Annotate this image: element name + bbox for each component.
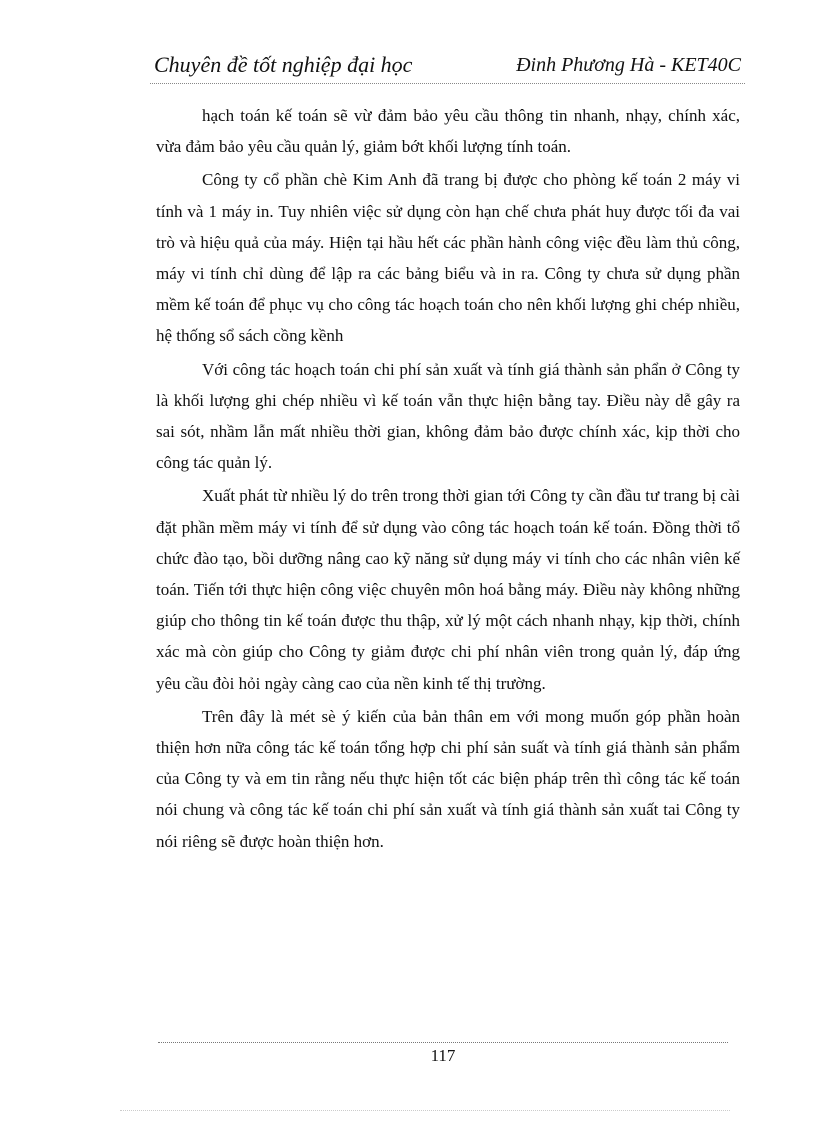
header-title: Chuyên đề tốt nghiệp đại học — [154, 52, 413, 77]
page-header — [150, 50, 745, 82]
bottom-divider — [120, 1110, 730, 1111]
header-divider — [150, 83, 745, 84]
page-number: 117 — [430, 1046, 456, 1065]
paragraph-4: Xuất phát từ nhiều lý do trên trong thời gian tới Công ty cần đầu tư trang bị cài đặt phần mềm máy vi tính để sử dụng vào công tác hoạch toán kế toán. Đồng thời tổ chức đào tạo, bồi dưỡng nâng cao kỹ năng sử dụng máy vi tính cho các nhân viên kế toán. Tiến tới thực hiện công việc chuyên môn hoá bằng máy. Điều này không những giúp cho thông tin kế toán được thu thập, xử lý một cách nhanh nhạy, kịp thời, chính xác mà còn giúp cho Công ty giảm được chi phí nhân viên trong quản lý, đáp ứng yêu cầu đòi hỏi ngày càng cao của nền kinh tế thị trường. — [156, 486, 740, 693]
paragraph-2: Công ty cổ phần chè Kim Anh đã trang bị được cho phòng kế toán 2 máy vi tính và 1 máy in. Tuy nhiên việc sử dụng còn hạn chế chưa phát huy được tối đa vai trò và hiệu quả của máy. Hiện tại hầu hết các phần hành công việc đều làm thủ công, máy vi tính chỉ dùng để lập ra các bảng biểu và in ra. Công ty chưa sử dụng phần mềm kế toán để phục vụ cho công tác hoạch toán cho nên khối lượng ghi chép nhiều, hệ thống sổ sách cồng kềnh — [156, 170, 740, 346]
paragraph-3: Với công tác hoạch toán chi phí sản xuất và tính giá thành sản phẩn ở Công ty là khối lượng ghi chép nhiều vì kế toán vẫn thực hiện bằng tay. Điều này dễ gây ra sai sót, nhầm lẫn mất nhiều thời gian, không đảm bảo được chính xác, kịp thời cho công tác quản lý. — [156, 359, 740, 473]
footer-divider — [158, 1042, 728, 1043]
document-body — [156, 100, 740, 859]
paragraph-1: hạch toán kế toán sẽ vừ đảm bảo yêu cầu thông tin nhanh, nhạy, chính xác, vừa đảm bảo yêu cầu quản lý, giảm bớt khối lượng tính toán. — [156, 106, 740, 157]
header-author: Đinh Phương Hà - KET40C — [516, 54, 741, 76]
paragraph-5: Trên đây là mét sè ý kiến của bản thân em với mong muốn góp phần hoàn thiện hơn nữa công tác kế toán tổng hợp chi phí sản suất và tính giá thành sản phẩm của Công ty và em tin rằng nếu thực hiện tốt các biện pháp trên thì công tác kế toán nói chung và công tác kế toán chi phí sản xuất và tính giá thành sản xuất tai Công ty nói riêng sẽ được hoàn thiện hơn. — [156, 706, 740, 851]
